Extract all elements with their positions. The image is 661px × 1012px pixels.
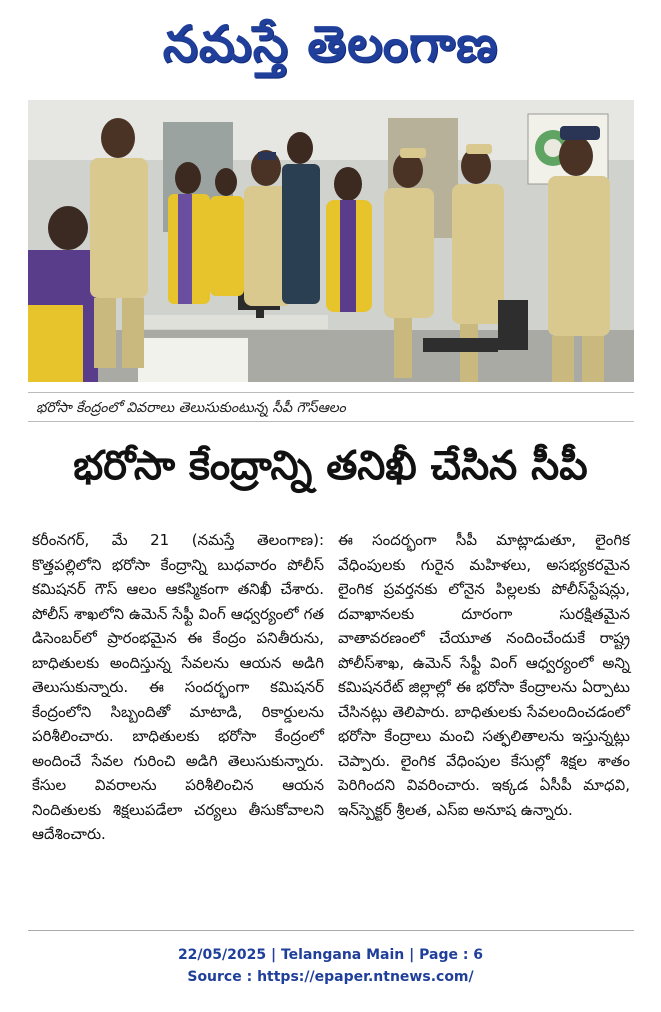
article-body-left: కరీంనగర్, మే 21 (నమస్తే తెలంగాణ): కొత్తపల్లిలోని భరోసా కేంద్రాన్ని బుధవారం పోలీస్ కమిషనర్ గౌస్ ఆలం ఆకస్మికంగా తనిఖీ చేశారు. పోలీస్ శాఖలోని ఉమెన్ సేఫ్టీ వింగ్ ఆధ్వర్యంలో గత డిసెంబర్‌లో ప్రారంభమైన ఈ కేంద్రం పనితీరును, బాధితులకు అందిస్తున్న సేవలను ఆయన అడిగి తెలుసుకున్నారు. ఈ సందర్భంగా కమిషనర్ కేంద్రంలోని సిబ్బందితో మాటాడి, రికార్డులను పరిశీలించారు. బాధితులకు భరోసా కేంద్రంలో అందించే సేవల గురించి అడిగి తెలుసుకున్నారు. కేసుల వివరాలను పరిశీలించిన ఆయన నిందితులకు శిక్షలుపడేలా చర్యలు తీసుకోవాలని ఆదేశించారు. bbox=[32, 531, 324, 843]
footer-source: Source : https://epaper.ntnews.com/ bbox=[187, 969, 474, 985]
news-photo-illustration bbox=[28, 100, 634, 382]
footer-edition-info: 22/05/2025 | Telangana Main | Page : 6 bbox=[177, 947, 484, 963]
footer-divider bbox=[28, 930, 634, 931]
newspaper-title: నమస్తే తెలంగాణ bbox=[162, 14, 499, 73]
news-photo bbox=[28, 100, 634, 382]
article-headline: భరోసా కేంద్రాన్ని తనిఖీ చేసిన సీపీ bbox=[73, 443, 588, 489]
masthead bbox=[0, 8, 661, 80]
article-column-right bbox=[338, 528, 630, 822]
article-body-right: ఈ సందర్భంగా సీపీ మాట్లాడుతూ, లైంగిక వేధింపులకు గురైన మహిళలు, అసభ్యకరమైన లైంగిక ప్రవర్తనకు లోనైన పిల్లలకు పోలీస్‌స్టేషన్లు, దవాఖానలకు దూరంగా సురక్షితమైన వాతావరణంలో చేయూత నందించేందుకే రాష్ట్ర పోలీస్‌శాఖ, ఉమెన్ సేఫ్టీ వింగ్ ఆధ్వర్యంలో అన్ని కమిషనరేట్ జిల్లాల్లో ఈ భరోసా కేంద్రాలను ఏర్పాటు చేసినట్లు తెలిపారు. బాధితులకు సేవలందించడంలో భరోసా కేంద్రాలు మంచి సత్ఫలితాలను ఇస్తున్నట్లు చెప్పారు. లైంగిక వేధింపుల కేసుల్లో శిక్షల శాతం పెరిగిందని వివరించారు. ఇక్కడ ఏసీపీ మాధవి, ఇన్‌స్పెక్టర్ శ్రీలత, ఎస్‌ఐ అనూష ఉన్నారు. bbox=[338, 531, 630, 819]
photo-caption: భరోసా కేంద్రంలో వివరాలు తెలుసుకుంటున్న సీపీ గౌస్‌ఆలం bbox=[28, 392, 634, 422]
page-footer bbox=[0, 944, 661, 988]
article-column-left bbox=[32, 528, 324, 847]
